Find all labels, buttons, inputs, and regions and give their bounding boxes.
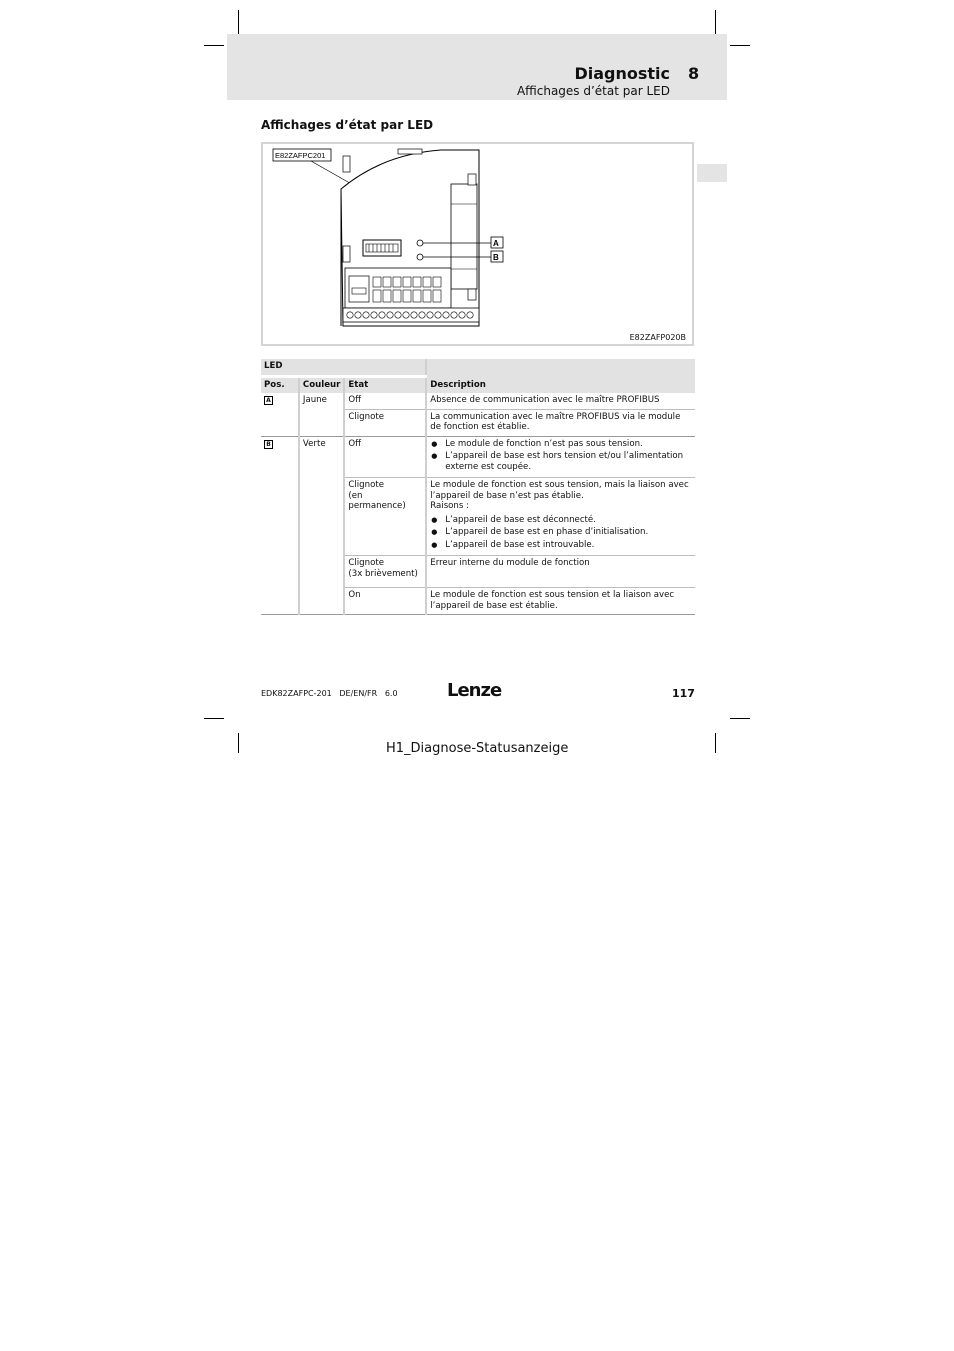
led-state [344, 556, 426, 588]
file-label: H1_Diagnose-Statusanzeige [386, 741, 569, 756]
led-color: Verte [299, 436, 344, 615]
pos-marker-a: A [264, 396, 273, 405]
figure-reference: E82ZAFP020B [629, 333, 686, 342]
crop-mark [730, 718, 750, 719]
description-text: Le module de fonction est sous tension, mais la liaison avec l’appareil de base n’est pas établie. [430, 480, 689, 501]
crop-mark [204, 45, 224, 46]
chapter-number: 8 [688, 64, 700, 83]
document-id: EDK82ZAFPC-201 DE/EN/FR 6.0 [261, 689, 398, 698]
crop-mark [238, 10, 239, 34]
led-description: Le module de fonction est sous tension et la liaison avec l’appareil de base est établie. [426, 588, 695, 615]
column-header-state: Etat [344, 376, 426, 393]
chapter-side-tab [697, 164, 727, 182]
crop-mark [730, 45, 750, 46]
led-state: Clignote [344, 409, 426, 436]
led-state: On [344, 588, 426, 615]
crop-mark [715, 733, 716, 753]
led-color: Jaune [299, 393, 344, 436]
led-state-detail: (3x brièvement) [348, 568, 418, 579]
led-state [344, 478, 426, 556]
bullet-item: ● L’appareil de base est hors tension et/ou l’alimentation externe est coupée. [430, 451, 692, 472]
led-state: Off [344, 436, 426, 478]
table-row [261, 436, 695, 478]
crop-mark [204, 718, 224, 719]
figure-label: E82ZAFPC201 [275, 151, 326, 160]
led-state-line: Clignote [348, 558, 384, 568]
led-state-detail: (en permanence) [348, 490, 406, 511]
section-title: Affichages d’état par LED [261, 118, 434, 132]
column-header-description: Description [426, 359, 695, 393]
table-group-header: LED [261, 359, 426, 376]
pos-marker-b: B [264, 440, 273, 449]
crop-mark [238, 733, 239, 753]
led-state-line: Clignote [348, 480, 384, 490]
bullet-item: ● L’appareil de base est en phase d’initialisation. [430, 527, 692, 538]
table-row [261, 393, 695, 409]
bullet-item: ● Le module de fonction n’est pas sous tension. [430, 439, 692, 450]
led-state: Off [344, 393, 426, 409]
chapter-subtitle: Affichages d’état par LED [516, 84, 670, 98]
bullet-item: ● L’appareil de base est introuvable. [430, 540, 692, 551]
callout-b: B [493, 253, 499, 262]
led-description: Erreur interne du module de fonction [426, 556, 695, 588]
bullet-item: ● L’appareil de base est déconnecté. [430, 515, 692, 526]
device-drawing [263, 144, 692, 344]
description-reasons: Raisons : [430, 501, 469, 511]
page-number: 117 [672, 687, 695, 700]
chapter-title: Diagnostic [574, 64, 670, 83]
led-description: Absence de communication avec le maître PROFIBUS [426, 393, 695, 409]
led-description [426, 478, 695, 556]
crop-mark [715, 10, 716, 34]
led-description: La communication avec le maître PROFIBUS via le module de fonction est établie. [426, 409, 695, 436]
led-description [426, 436, 695, 478]
column-header-color: Couleur [299, 376, 344, 393]
led-status-table [261, 359, 695, 615]
callout-a: A [493, 239, 499, 248]
column-header-pos: Pos. [261, 376, 299, 393]
lenze-logo: Lenze [447, 680, 502, 701]
